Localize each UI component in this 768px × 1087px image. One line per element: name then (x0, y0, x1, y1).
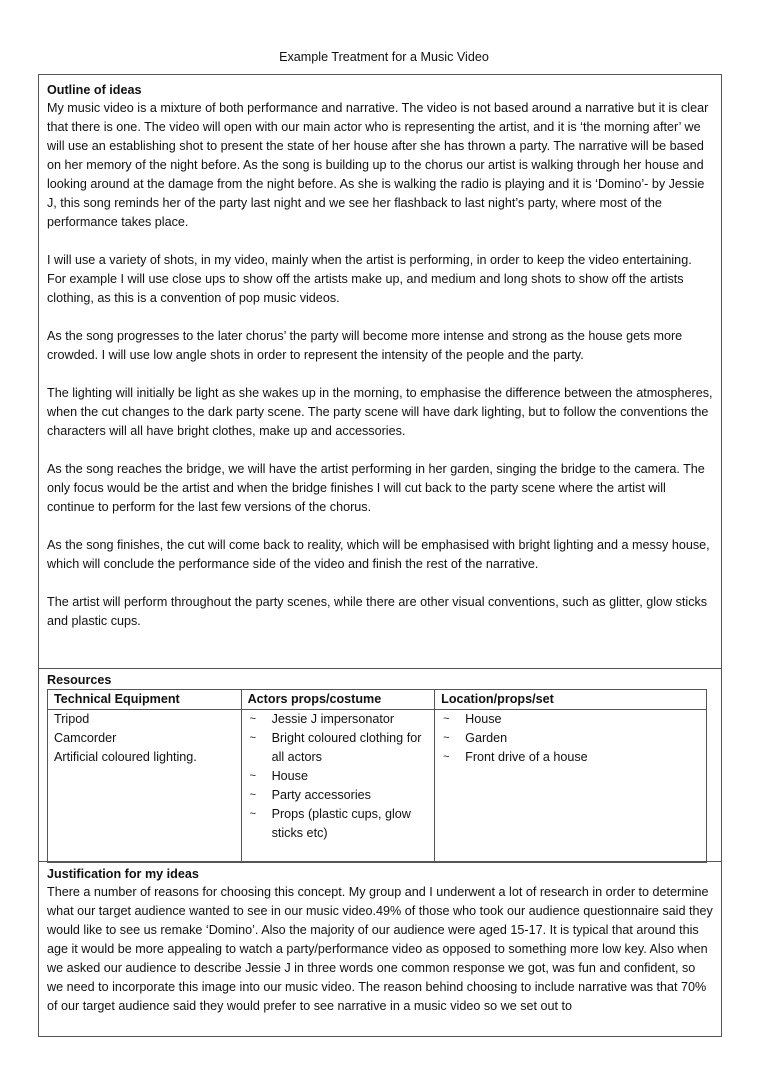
resources-heading: Resources (47, 673, 112, 687)
outline-paragraph: As the song reaches the bridge, we will have the artist performing in her garden, singing the bridge to the camera. The only focus would be the artist and when the bridge finishes I will cut back to the party scene where the artist will continue to perform for the last few versions of the chorus. (47, 462, 705, 514)
outline-paragraph: I will use a variety of shots, in my video, mainly when the artist is performing, in order to keep the video entertaining. For example I will use close ups to show off the artists make up, and medium and long shots to show off the artists clothing, as this is a convention of pop music videos. (47, 253, 692, 305)
outline-paragraph: My music video is a mixture of both performance and narrative. The video is not based around a narrative but it is clear that there is one. The video will open with our main actor who is representing the artist, and it is ‘the morning after’ we will use an establishing shot to present the state of her house after she has thrown a party. The narrative will be based on her memory of the night before. As the song is building up to the chorus our artist is walking through her house and looking around at the damage from the night before. As she is walking the radio is playing and it is ‘Domino’- by Jessie J, this song reminds her of the party last night and we see her flashback to last night’s party, where most of the performance takes place. (47, 101, 709, 229)
column-header-technical: Technical Equipment (48, 690, 242, 710)
technical-item: Camcorder (54, 731, 117, 745)
list-item: ~ Garden (441, 729, 700, 748)
list-item: ~ House (248, 767, 429, 786)
resources-body-row (48, 710, 707, 863)
list-item: ~ Bright coloured clothing for all actors (248, 729, 429, 767)
outline-section (38, 74, 722, 669)
justification-section (38, 861, 722, 1037)
outline-paragraph: The artist will perform throughout the party scenes, while there are other visual conventions, such as glitter, glow sticks and plastic cups. (47, 595, 708, 628)
document-title: Example Treatment for a Music Video (279, 50, 489, 64)
outline-heading: Outline of ideas (47, 83, 142, 97)
column-header-location: Location/props/set (435, 690, 707, 710)
list-item: ~ Party accessories (248, 786, 429, 805)
column-header-actors: Actors props/costume (241, 690, 435, 710)
resources-section (38, 668, 722, 862)
outline-paragraph: The lighting will initially be light as she wakes up in the morning, to emphasise the difference between the atmospheres, when the cut changes to the dark party scene. The party scene will have dark lighting, but to follow the conventions the characters will all have bright clothes, make up and accessories. (47, 386, 713, 438)
justification-paragraph: There a number of reasons for choosing this concept. My group and I underwent a lot of research in order to determine what our target audience wanted to see in our music video.49% of those who took our audience questionnaire said they would like to see us remake ‘Domino’. Also the majority of our audience were aged 15-17. It is typical that around this age it would be more appealing to watch a party/performance video as opposed to something more low key. Also when we asked our audience to describe Jessie J in three words one common response we got, was fun and confident, so we need to incorporate this image into our music video. The reason behind choosing to include narrative was that 70% of our target audience said they would prefer to see narrative in a music video so we set out to (47, 885, 713, 1013)
list-item: ~ Jessie J impersonator (248, 710, 429, 729)
location-list (441, 710, 700, 767)
outline-paragraph: As the song progresses to the later chorus’ the party will become more intense and strong as the house gets more crowded. I will use low angle shots in order to represent the intensity of the people and the party. (47, 329, 683, 362)
list-item: ~ House (441, 710, 700, 729)
list-item: ~ Front drive of a house (441, 748, 700, 767)
list-item: ~ Props (plastic cups, glow sticks etc) (248, 805, 429, 843)
resources-table (47, 689, 707, 863)
justification-heading: Justification for my ideas (47, 867, 199, 881)
actors-list (248, 710, 429, 843)
technical-item: Artificial coloured lighting. (54, 750, 197, 764)
outline-paragraph: As the song finishes, the cut will come back to reality, which will be emphasised with bright lighting and a messy house, which will conclude the performance side of the video and finish the rest of the narrative. (47, 538, 710, 571)
technical-cell (48, 710, 242, 863)
resources-header-row (48, 690, 707, 710)
actors-cell (241, 710, 435, 863)
technical-item: Tripod (54, 712, 90, 726)
location-cell (435, 710, 707, 863)
